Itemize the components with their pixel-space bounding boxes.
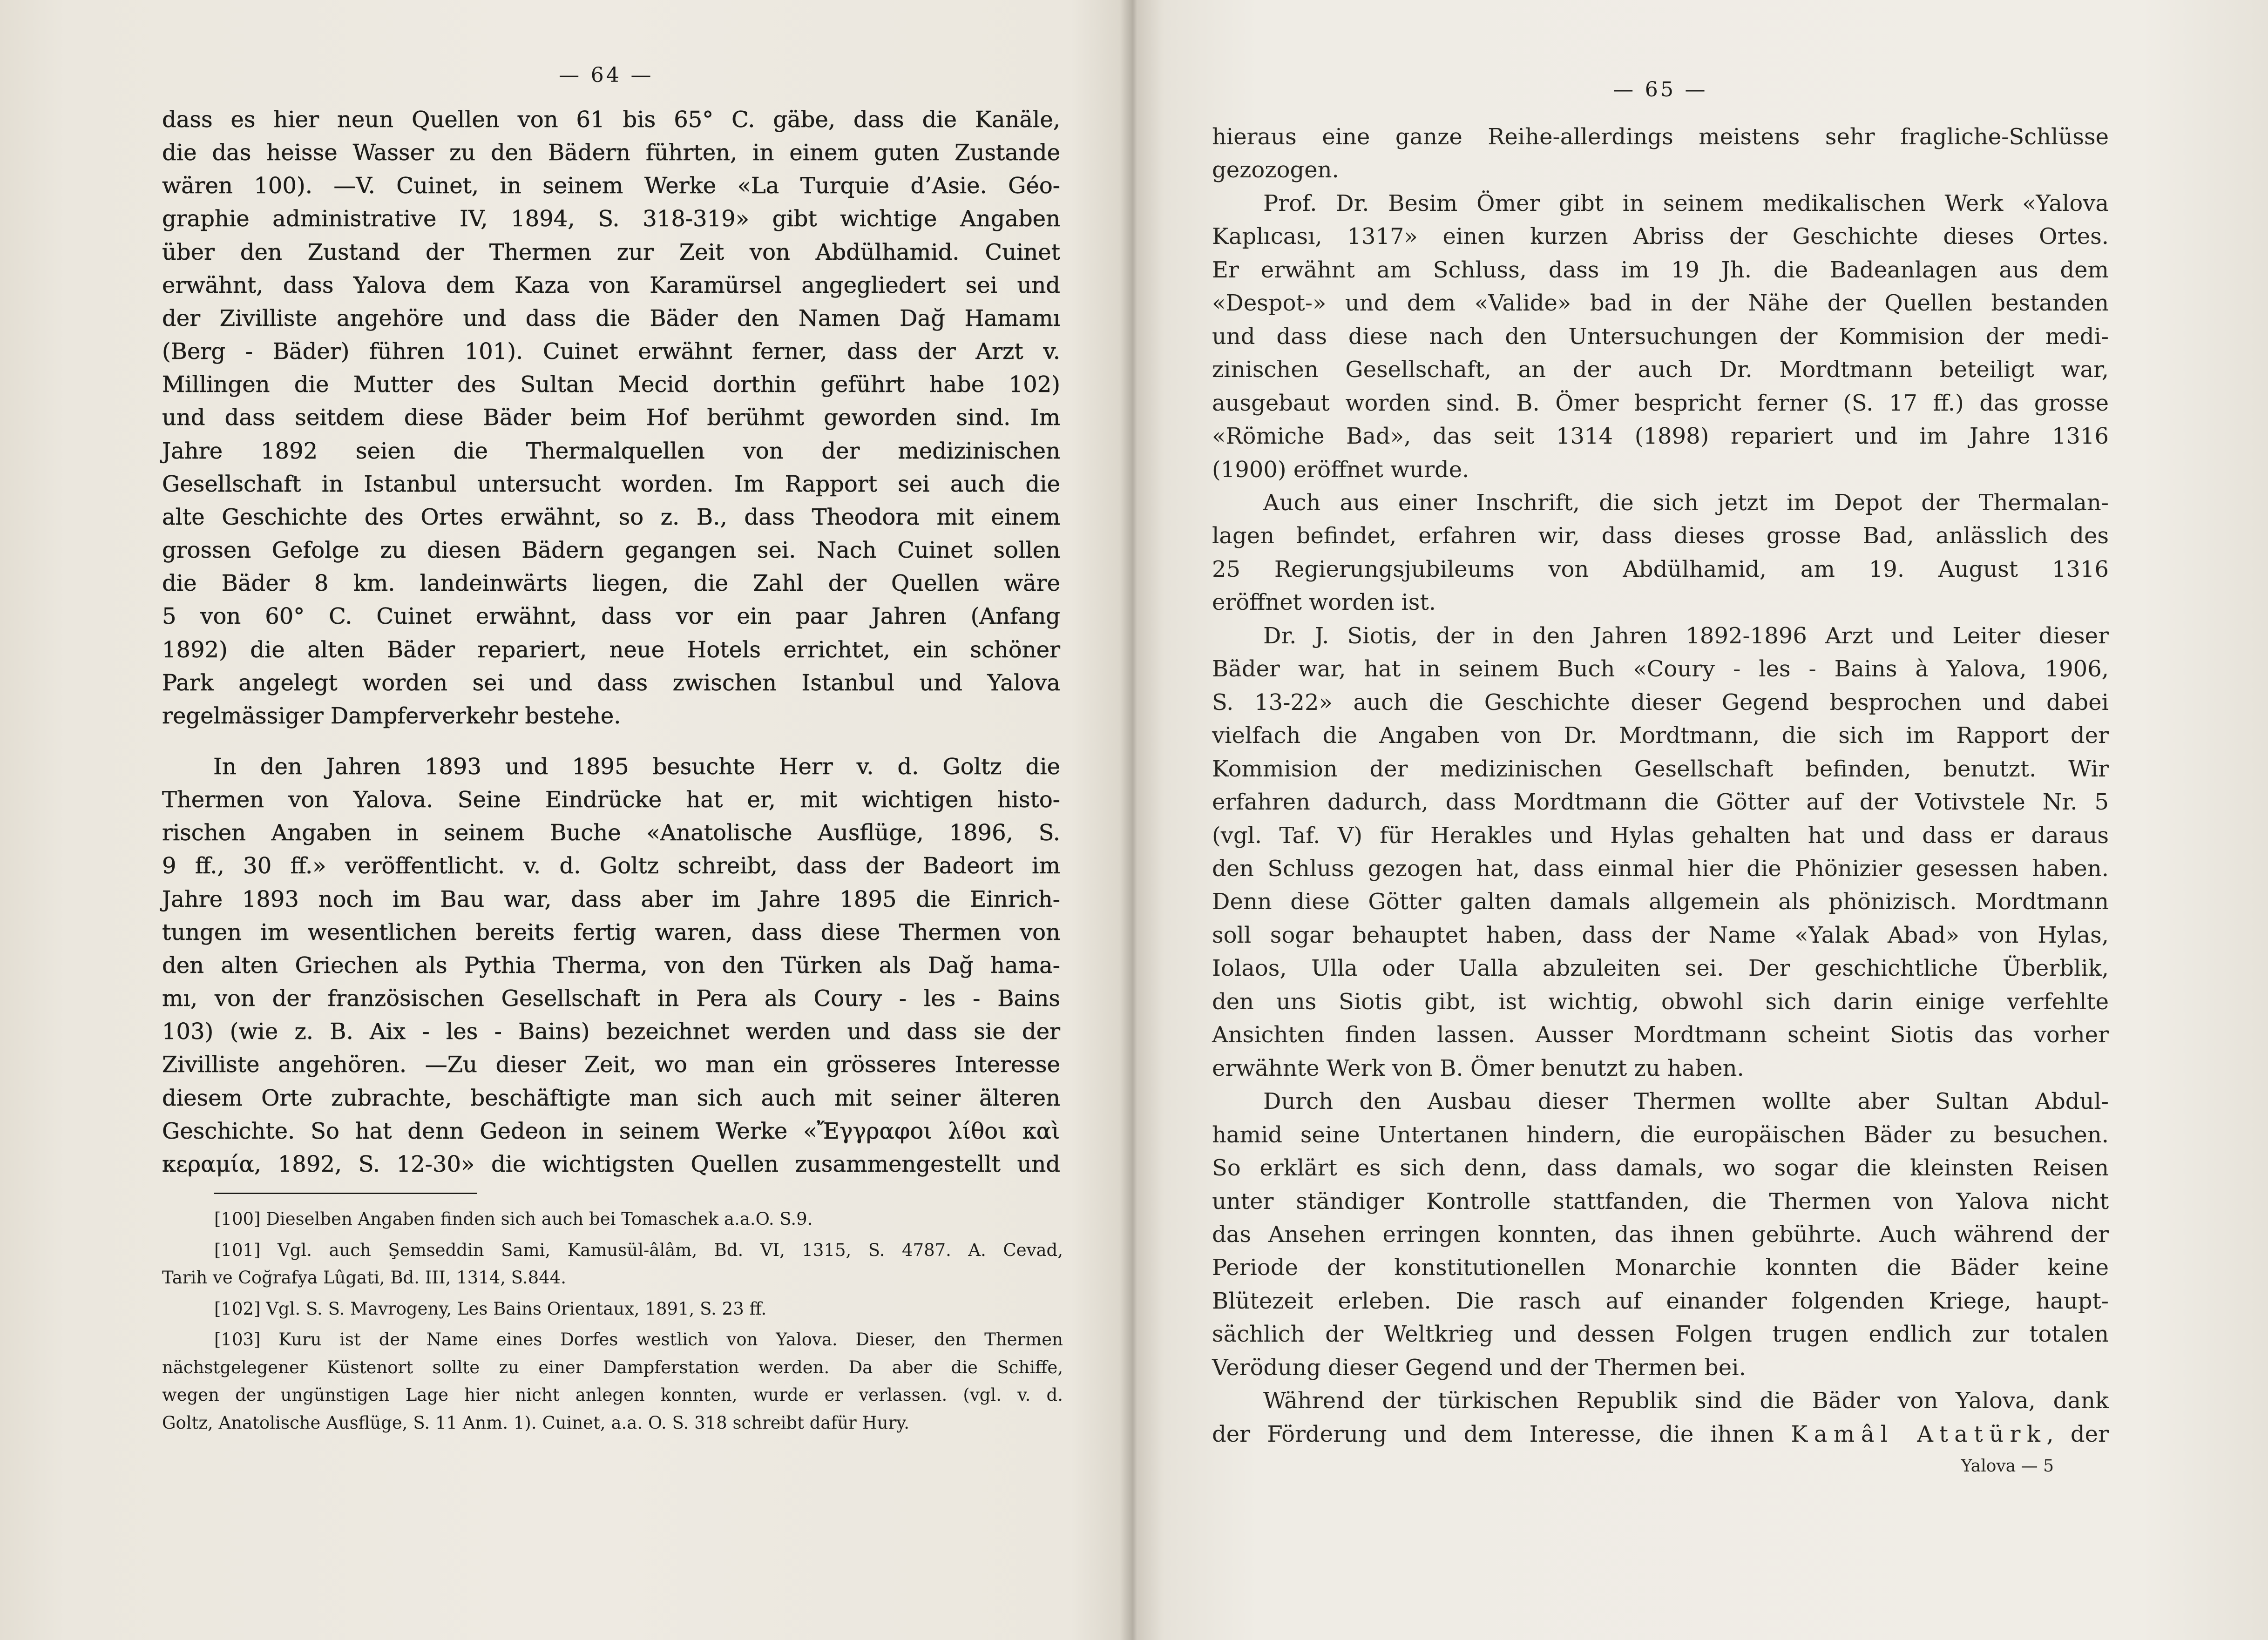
text-line: zinischen Gesellschaft, an der auch Dr. Mordtmann beteiligt war, xyxy=(1212,357,2109,383)
footnote-line: [102] Vgl. S. S. Mavrogeny, Les Bains Orientaux, 1891, S. 23 ff. xyxy=(214,1298,767,1319)
text-line: den Schluss gezogen hat, dass einmal hier die Phönizier gesessen haben. xyxy=(1212,855,2109,882)
text-line: über den Zustand der Thermen zur Zeit von Abdülhamid. Cuinet xyxy=(162,239,1060,265)
text-line: gezozogen. xyxy=(1212,157,1339,183)
footnote-list xyxy=(162,1205,1063,1437)
text-line: (vgl. Taf. V) für Herakles und Hylas gehalten hat und dass er daraus xyxy=(1212,822,2109,849)
text-line: eröffnet worden ist. xyxy=(1212,589,1436,616)
text-line: Jahre 1892 seien die Thermalquellen von der medizinischen xyxy=(162,438,1060,464)
footnote xyxy=(162,1236,1063,1292)
text-line: regelmässiger Dampferverkehr bestehe. xyxy=(162,702,621,729)
text-line: 5 von 60° C. Cuinet erwähnt, dass vor ein paar Jahren (Anfang xyxy=(162,603,1060,630)
text-line: Geschichte. So hat denn Gedeon in seinem Werke «Ἔγγραφοι λίθοι καὶ xyxy=(162,1118,1060,1144)
text-line: Thermen von Yalova. Seine Eindrücke hat er, mit wichtigen histo- xyxy=(162,787,1060,813)
text-line: Kaplıcası, 1317» einen kurzen Abriss der Geschichte dieses Ortes. xyxy=(1212,223,2109,250)
text-line: die das heisse Wasser zu den Bädern führten, in einem guten Zustande xyxy=(162,140,1060,166)
text-line: hieraus eine ganze Reihe-allerdings meistens sehr fragliche-Schlüsse xyxy=(1212,124,2109,150)
paragraph xyxy=(1212,486,2109,620)
text-line: Millingen die Mutter des Sultan Mecid dorthin geführt habe 102) xyxy=(162,371,1060,398)
page-number: — 64 — xyxy=(559,63,654,87)
right-page xyxy=(1134,0,2268,1640)
text-line: Zivilliste angehören. —Zu dieser Zeit, wo man ein grösseres Interesse xyxy=(162,1052,1060,1078)
footnote-line: [101] Vgl. auch Şemseddin Sami, Kamusül-âlâm, Bd. VI, 1315, S. 4787. A. Cevad, xyxy=(214,1240,1063,1260)
text-line: erwähnt, dass Yalova dem Kaza von Karamürsel angegliedert sei und xyxy=(162,272,1060,298)
text-line: hamid seine Untertanen hindern, die europäischen Bäder zu besuchen. xyxy=(1212,1121,2109,1148)
text-line: unter ständiger Kontrolle stattfanden, die Thermen von Yalova nicht xyxy=(1212,1188,2109,1215)
text-line: Gesellschaft in Istanbul untersucht worden. Im Rapport sei auch die xyxy=(162,471,1060,497)
text-line: Jahre 1893 noch im Bau war, dass aber im Jahre 1895 die Einrich- xyxy=(162,886,1060,912)
text-line: Dr. J. Siotis, der in den Jahren 1892-1896 Arzt und Leiter dieser xyxy=(1263,622,2109,649)
page-number: — 65 — xyxy=(1613,78,1708,101)
text-line: und dass diese nach den Untersuchungen der Kommision der medi- xyxy=(1212,323,2109,350)
text-line: grossen Gefolge zu diesen Bädern gegangen sei. Nach Cuinet sollen xyxy=(162,537,1060,564)
text-line: erwähnte Werk von B. Ömer benutzt zu haben. xyxy=(1212,1055,1744,1081)
text-line: dass es hier neun Quellen von 61 bis 65° C. gäbe, dass die Kanäle, xyxy=(162,107,1060,133)
text-line: Ansichten finden lassen. Ausser Mordtmann scheint Siotis das vorher xyxy=(1212,1022,2109,1048)
paragraph xyxy=(1212,1085,2109,1384)
text-line: S. 13-22» auch die Geschichte dieser Gegend besprochen und dabei xyxy=(1212,689,2109,715)
text-line: «Römiche Bad», das seit 1314 (1898) repariert und im Jahre 1316 xyxy=(1212,423,2109,450)
footnote-rule xyxy=(214,1193,477,1194)
paragraph xyxy=(162,750,1060,1181)
left-page-body-text xyxy=(162,103,1060,1181)
text-line: diesem Orte zubrachte, beschäftigte man sich auch mit seiner älteren xyxy=(162,1085,1060,1111)
text-line: Verödung dieser Gegend und der Thermen bei. xyxy=(1212,1354,1746,1381)
text-line: erfahren dadurch, dass Mordtmann die Götter auf der Votivstele Nr. 5 xyxy=(1212,789,2109,816)
text-line: Kommision der medizinischen Gesellschaft befinden, benutzt. Wir xyxy=(1212,756,2109,782)
text-line xyxy=(1212,1418,2109,1451)
text-line: 9 ff., 30 ff.» veröffentlicht. v. d. Goltz schreibt, dass der Badeort im xyxy=(162,853,1060,879)
footnote-line: nächstgelegener Küstenort sollte zu einer Dampferstation werden. Da aber die Schiffe, xyxy=(162,1357,1063,1377)
footnote-line: [103] Kuru ist der Name eines Dorfes westlich von Yalova. Dieser, den Thermen xyxy=(214,1330,1063,1350)
text-line: tungen im wesentlichen bereits fertig waren, dass diese Thermen von xyxy=(162,919,1060,945)
text-line: mı, von der französischen Gesellschaft in Pera als Coury - les - Bains xyxy=(162,985,1060,1012)
text-line: Periode der konstitutionellen Monarchie konnten die Bäder keine xyxy=(1212,1255,2109,1281)
footnote-line: Goltz, Anatolische Ausflüge, S. 11 Anm. 1). Cuinet, a.a. O. S. 318 schreibt dafür Hury. xyxy=(162,1412,910,1433)
text-line: Blütezeit erleben. Die rasch auf einander folgenden Kriege, haupt- xyxy=(1212,1288,2109,1314)
text-segment: , der xyxy=(2046,1421,2109,1447)
text-line: und dass seitdem diese Bäder beim Hof berühmt geworden sind. Im xyxy=(162,405,1060,431)
paragraph xyxy=(162,103,1060,733)
text-line: lagen befindet, erfahren wir, dass dieses grosse Bad, anlässlich des xyxy=(1212,523,2109,549)
text-line: sächlich der Weltkrieg und dessen Folgen trugen endlich zur totalen xyxy=(1212,1321,2109,1348)
text-line: Prof. Dr. Besim Ömer gibt in seinem medikalischen Werk «Yalova xyxy=(1263,190,2109,216)
footnote-line: [100] Dieselben Angaben finden sich auch bei Tomaschek a.a.O. S.9. xyxy=(214,1209,813,1229)
text-line: (Berg - Bäder) führen 101). Cuinet erwähnt ferner, dass der Arzt v. xyxy=(162,338,1060,365)
text-line: das Ansehen erringen konnten, das ihnen gebührte. Auch während der xyxy=(1212,1221,2109,1248)
text-line: Er erwähnt am Schluss, dass im 19 Jh. die Badeanlagen aus dem xyxy=(1212,256,2109,283)
text-line: den alten Griechen als Pythia Therma, von den Türken als Dağ hama- xyxy=(162,952,1060,979)
text-line: Während der türkischen Republik sind die Bäder von Yalova, dank xyxy=(1263,1388,2109,1414)
text-line: den uns Siotis gibt, ist wichtig, obwohl sich darin einige verfehlte xyxy=(1212,988,2109,1015)
text-line: soll sogar behauptet haben, dass der Name «Yalak Abad» von Hylas, xyxy=(1212,922,2109,948)
text-line: 25 Regierungsjubileums von Abdülhamid, am 19. August 1316 xyxy=(1212,556,2109,582)
text-line: graphie administrative IV, 1894, S. 318-319» gibt wichtige Angaben xyxy=(162,206,1060,232)
text-line: «Despot-» und dem «Valide» bad in der Nähe der Quellen bestanden xyxy=(1212,290,2109,317)
text-line: vielfach die Angaben von Dr. Mordtmann, die sich im Rapport der xyxy=(1212,722,2109,749)
text-line: Park angelegt worden sei und dass zwischen Istanbul und Yalova xyxy=(162,669,1060,696)
footnote xyxy=(162,1295,1063,1323)
text-line: 1892) die alten Bäder repariert, neue Hotels errichtet, ein schöner xyxy=(162,636,1060,663)
text-line: In den Jahren 1893 und 1895 besuchte Herr v. d. Goltz die xyxy=(213,753,1060,780)
text-line: alte Geschichte des Ortes erwähnt, so z. B., dass Theodora mit einem xyxy=(162,504,1060,530)
spaced-name: Kamâl Atatürk xyxy=(1791,1421,2047,1447)
text-line: Durch den Ausbau dieser Thermen wollte aber Sultan Abdul- xyxy=(1263,1088,2109,1115)
right-page-body-text xyxy=(1212,121,2109,1451)
text-line: der Zivilliste angehöre und dass die Bäder den Namen Dağ Hamamı xyxy=(162,305,1060,331)
footnote-line: Tarih ve Coğrafya Lûgati, Bd. III, 1314, S.844. xyxy=(162,1268,566,1288)
text-line: κεραμία, 1892, S. 12-30» die wichtigsten Quellen zusammengestellt und xyxy=(162,1151,1060,1177)
footnote xyxy=(162,1326,1063,1437)
text-line: Denn diese Götter galten damals allgemein als phönizisch. Mordtmann xyxy=(1212,889,2109,915)
text-line: Bäder war, hat in seinem Buch «Coury - les - Bains à Yalova, 1906, xyxy=(1212,656,2109,682)
text-line: rischen Angaben in seinem Buche «Anatolische Ausflüge, 1896, S. xyxy=(162,820,1060,846)
text-line: So erklärt es sich denn, dass damals, wo sogar die kleinsten Reisen xyxy=(1212,1155,2109,1181)
text-line: (1900) eröffnet wurde. xyxy=(1212,456,1469,483)
text-line: Iolaos, Ulla oder Ualla abzuleiten sei. Der geschichtliche Überblik, xyxy=(1212,955,2109,982)
paragraph xyxy=(1212,1384,2109,1451)
page-signature: Yalova — 5 xyxy=(1961,1457,2054,1476)
paragraph xyxy=(1212,121,2109,187)
paragraph xyxy=(1212,187,2109,486)
footnote-line: wegen der ungünstigen Lage hier nicht anlegen konnten, wurde er verlassen. (vgl. v. d. xyxy=(162,1385,1063,1405)
footnote xyxy=(162,1205,1063,1233)
paragraph xyxy=(1212,620,2109,1085)
text-line: 103) (wie z. B. Aix - les - Bains) bezeichnet werden und dass sie der xyxy=(162,1019,1060,1045)
text-segment: der Förderung und dem Interesse, die ihnen xyxy=(1212,1421,1791,1447)
text-line: wären 100). —V. Cuinet, in seinem Werke «La Turquie d’Asie. Géo- xyxy=(162,173,1060,199)
text-line: ausgebaut worden sind. B. Ömer bespricht ferner (S. 17 ff.) das grosse xyxy=(1212,390,2109,416)
text-line: Auch aus einer Inschrift, die sich jetzt im Depot der Thermalan- xyxy=(1263,489,2109,516)
text-line: die Bäder 8 km. landeinwärts liegen, die Zahl der Quellen wäre xyxy=(162,570,1060,597)
